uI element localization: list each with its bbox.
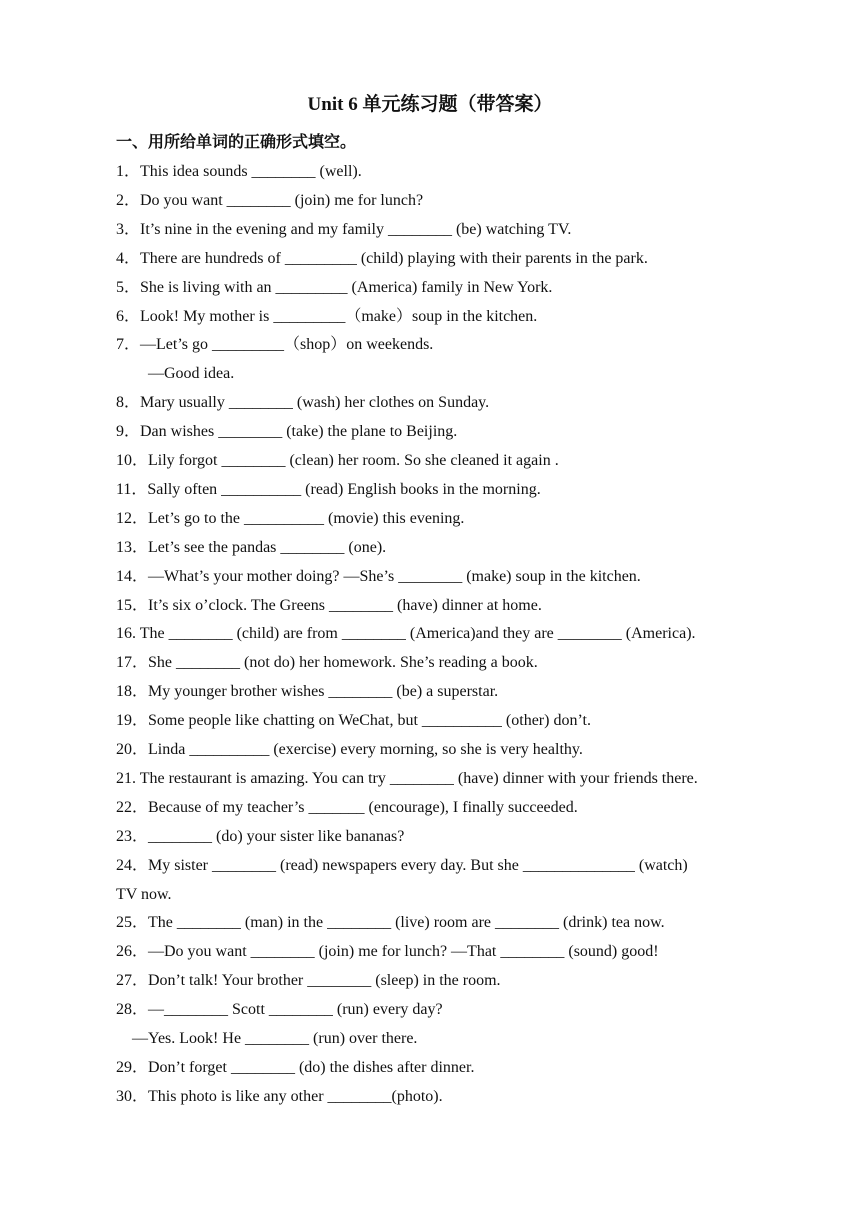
exercise-item: 15．It’s six o’clock. The Greens ________ (have) dinner at home. [116, 596, 542, 614]
exercise-item: 7．—Let’s go _________（shop）on weekends. [116, 336, 434, 354]
exercise-item: 28．—________ Scott ________ (run) every day? [116, 1001, 443, 1019]
exercise-item: 3．It’s nine in the evening and my family ________ (be) watching TV. [116, 220, 572, 238]
exercise-item: 20．Linda __________ (exercise) every morning, so she is very healthy. [116, 741, 583, 758]
exercise-item: 18．My younger brother wishes ________ (be) a superstar. [116, 683, 499, 701]
exercise-item: 25．The ________ (man) in the ________ (live) room are ________ (drink) tea now. [116, 914, 665, 932]
exercise-item: 5．She is living with an _________ (America) family in New York. [116, 278, 553, 296]
exercise-item: 22．Because of my teacher’s _______ (encourage), I finally succeeded. [116, 798, 578, 816]
exercise-item: 9．Dan wishes ________ (take) the plane to Beijing. [116, 423, 458, 441]
exercise-item: 4．There are hundreds of _________ (child) playing with their parents in the park. [116, 249, 648, 267]
exercise-item: 16. The ________ (child) are from ________ (America)and they are ________ (America). [116, 625, 696, 643]
exercise-item: 19．Some people like chatting on WeChat, but __________ (other) don’t. [116, 712, 591, 730]
exercise-item: 2．Do you want ________ (join) me for lunch? [116, 191, 424, 209]
exercise-line-continuation: —Good idea. [148, 365, 235, 383]
exercise-item: 11．Sally often __________ (read) English books in the morning. [116, 480, 541, 498]
exercise-item: 1．This idea sounds ________ (well). [116, 163, 362, 180]
exercise-item: 17．She ________ (not do) her homework. She’s reading a book. [116, 654, 538, 672]
exercise-item: 30．This photo is like any other ________(photo). [116, 1087, 443, 1105]
exercise-item: 8．Mary usually ________ (wash) her clothes on Sunday. [116, 394, 490, 412]
section-heading: 一、用所给单词的正确形式填空。 [116, 132, 357, 151]
exercise-item: 14．—What’s your mother doing? —She’s ________ (make) soup in the kitchen. [116, 567, 641, 585]
exercise-item: 23．________ (do) your sister like bananas? [116, 827, 405, 845]
exercise-item: 29．Don’t forget ________ (do) the dishes after dinner. [116, 1058, 475, 1076]
exercise-item: 26．—Do you want ________ (join) me for lunch? —That ________ (sound) good! [116, 943, 659, 961]
exercise-item: 13．Let’s see the pandas ________ (one). [116, 538, 387, 556]
exercise-item: 6．Look! My mother is _________（make）soup in the kitchen. [116, 307, 538, 325]
exercise-line-continuation: —Yes. Look! He ________ (run) over there. [132, 1030, 418, 1047]
exercise-item: 24．My sister ________ (read) newspapers every day. But she ______________ (watch) [116, 856, 688, 874]
exercise-item: 10．Lily forgot ________ (clean) her room. So she cleaned it again . [116, 452, 559, 469]
exercise-line-continuation: TV now. [116, 885, 172, 903]
document-title: Unit 6 单元练习题（带答案） [307, 94, 553, 115]
exercise-item: 12．Let’s go to the __________ (movie) this evening. [116, 509, 465, 527]
exercise-item: 27．Don’t talk! Your brother ________ (sleep) in the room. [116, 972, 501, 990]
exercise-item: 21. The restaurant is amazing. You can try ________ (have) dinner with your friends there. [116, 769, 698, 787]
